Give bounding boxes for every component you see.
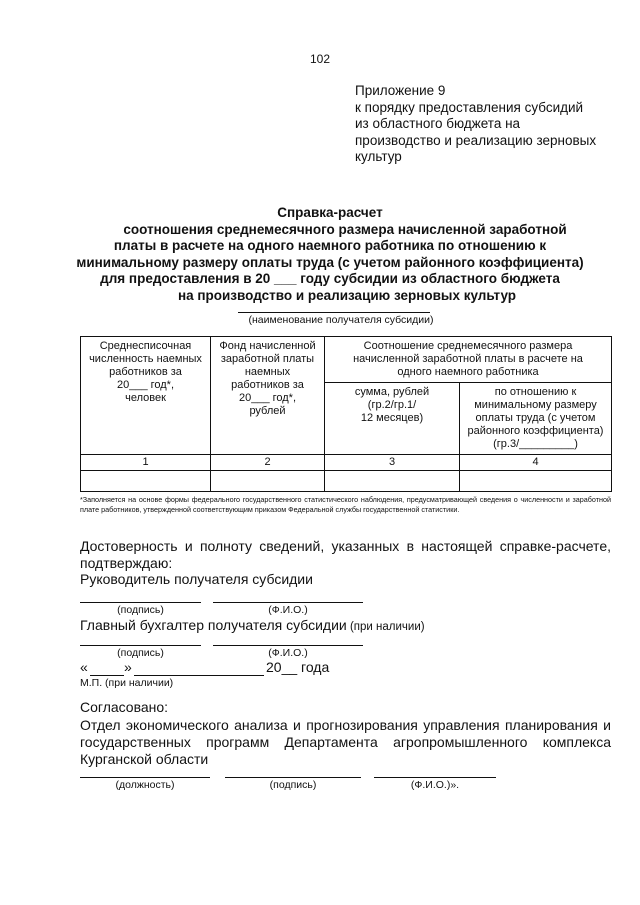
title-line: на производство и реализацию зерновых культур — [177, 287, 517, 303]
caption-signature: (подпись) — [117, 647, 164, 659]
value-cell-ratio[interactable] — [460, 471, 612, 492]
appendix-line: к порядку предоставления субсидий — [355, 99, 584, 115]
head-label: Руководитель получателя субсидии — [80, 571, 313, 587]
caption-signature: (подпись) — [269, 779, 317, 791]
document-title — [60, 205, 600, 305]
head-fio-line[interactable] — [213, 602, 363, 603]
caption-position: (должность) — [115, 779, 175, 791]
recipient-name-line[interactable] — [238, 312, 430, 313]
title-line: платы в расчете на одного наемного работника по отношению к — [113, 238, 547, 254]
stamp-note: М.П. (при наличии) — [80, 677, 174, 689]
header-vs-min-wage: по отношению к минимальному размеру оплаты труда (с учетом районного коэффициента) (гр.3/_________) — [460, 383, 612, 455]
date-close-quote: » — [124, 659, 132, 675]
date-year: 20__ года — [266, 659, 330, 675]
title-line: Справка-расчет — [277, 205, 383, 220]
header-sum-rubles: сумма, рублей (гр.2/гр.1/ 12 месяцев) — [325, 383, 460, 455]
page-number: 102 — [309, 52, 331, 66]
title-line: минимальному размеру оплаты труда (с учетом районного коэффициента) — [76, 254, 584, 270]
accountant-label: Главный бухгалтер получателя субсидии (при наличии) — [80, 617, 425, 633]
value-cell-wage-fund[interactable] — [211, 471, 325, 492]
appendix-line: культур — [355, 149, 402, 164]
date-day-line[interactable] — [90, 675, 124, 676]
recipient-caption: (наименование получателя субсидии) — [248, 314, 434, 326]
accountant-signature-line[interactable] — [80, 645, 201, 646]
footnote: *Заполняется на основе формы федерального государственного статистического наблюдения, предусматривающей сведения о численности и заработной плате работников, утвержденной соответствующим приказом Федеральной службы государственной статистики. — [80, 495, 611, 515]
title-line: соотношения среднемесячного размера начисленной заработной — [123, 221, 567, 237]
title-line: для предоставления в 20 ___ году субсидии из областного бюджета — [100, 271, 560, 287]
column-number: 4 — [460, 455, 612, 471]
head-signature-line[interactable] — [80, 602, 201, 603]
date-month-line[interactable] — [134, 675, 264, 676]
column-number: 3 — [325, 455, 460, 471]
value-cell-sum[interactable] — [325, 471, 460, 492]
caption-fio: (Ф.И.О.)». — [410, 779, 460, 791]
column-number: 1 — [81, 455, 211, 471]
signature-line[interactable] — [225, 777, 361, 778]
confirmation-text: Достоверность и полноту сведений, указанных в настоящей справке-расчете, подтверждаю: — [80, 538, 611, 571]
header-wage-fund: Фонд начисленной заработной платы наемных работников за 20___ год*, рублей — [211, 337, 325, 455]
caption-signature: (подпись) — [117, 604, 164, 616]
appendix-line: производство и реализацию зерновых — [355, 132, 597, 148]
appendix-reference — [355, 83, 625, 166]
agreeing-organization: Отдел экономического анализа и прогнозирования управления планирования и государственных программ Департамента агропромышленного комплекса Курганской области — [80, 717, 611, 767]
value-cell-headcount[interactable] — [81, 471, 211, 492]
header-ratio: Соотношение среднемесячного размера начисленной заработной платы в расчете на одного наемного работника — [325, 337, 612, 383]
fio-line[interactable] — [374, 777, 496, 778]
accountant-fio-line[interactable] — [213, 645, 363, 646]
date-open-quote: « — [80, 659, 88, 675]
calculation-table — [80, 336, 612, 492]
header-avg-headcount: Среднесписочная численность наемных работников за 20___ год*, человек — [81, 337, 211, 455]
caption-fio: (Ф.И.О.) — [268, 604, 308, 616]
caption-fio: (Ф.И.О.) — [268, 647, 308, 659]
column-number: 2 — [211, 455, 325, 471]
agreed-label: Согласовано: — [80, 699, 169, 715]
appendix-line: Приложение 9 — [355, 83, 446, 98]
appendix-line: из областного бюджета на — [355, 116, 521, 131]
position-line[interactable] — [80, 777, 210, 778]
